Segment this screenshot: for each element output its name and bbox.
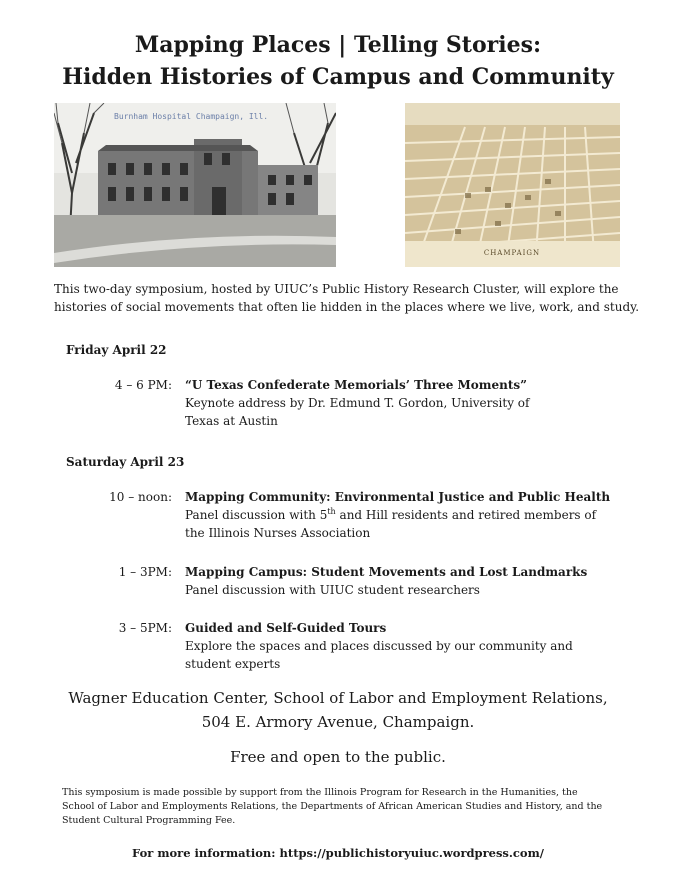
event-description-text: Panel discussion with 5 [185, 508, 328, 522]
hospital-illustration [54, 103, 336, 267]
map-caption: CHAMPAIGN [483, 249, 541, 257]
venue-line-2: 504 E. Armory Avenue, Champaign. [201, 713, 475, 731]
event-time: 3 – 5PM: [118, 621, 172, 635]
event-description: Keynote address by Dr. Edmund T. Gordon, University of [185, 396, 530, 410]
photo-caption: Burnham Hospital Champaign, Ill. [114, 112, 269, 121]
event-description: Explore the spaces and places discussed by our community and [185, 639, 573, 653]
venue-line-1: Wagner Education Center, School of Labor and Employment Relations, [68, 689, 608, 707]
page-title: Mapping Places | Telling Stories: [134, 32, 542, 58]
support-line-1: This symposium is made possible by support from the Illinois Program for Research in the Humanities, the [62, 787, 578, 798]
event-description-cont: the Illinois Nurses Association [185, 526, 371, 540]
admission-note: Free and open to the public. [230, 748, 446, 766]
intro-line-2: histories of social movements that often lie hidden in the places where we live, work, and study. [54, 300, 640, 314]
day-heading-friday: Friday April 22 [66, 343, 167, 357]
support-line-2: School of Labor and Employments Relations, the Departments of African American Studies and History, and the [62, 801, 603, 812]
event-mapping-community [185, 488, 615, 542]
event-title: Mapping Community: Environmental Justice and Public Health [185, 490, 611, 504]
more-info-link[interactable]: For more information: https://publichistoryuiuc.wordpress.com/ [132, 846, 544, 860]
event-description-cont: student experts [185, 657, 281, 671]
support-line-3: Student Cultural Programming Fee. [62, 815, 236, 826]
event-time: 4 – 6 PM: [114, 378, 172, 392]
event-title: “U Texas Confederate Memorials’ Three Moments” [185, 378, 528, 392]
event-description-text: and Hill residents and retired members of [335, 508, 597, 522]
map-illustration [405, 103, 620, 267]
event-description: Panel discussion with UIUC student researchers [185, 583, 480, 597]
page-subtitle: Hidden Histories of Campus and Community [62, 64, 614, 90]
event-title: Mapping Campus: Student Movements and Lost Landmarks [185, 565, 588, 579]
day-heading-saturday: Saturday April 23 [66, 455, 185, 469]
event-time: 1 – 3PM: [118, 565, 172, 579]
intro-line-1: This two-day symposium, hosted by UIUC’s Public History Research Cluster, will explore the [54, 282, 619, 296]
event-mapping-campus [185, 563, 615, 599]
intro-paragraph [54, 280, 654, 316]
event-description [185, 506, 615, 524]
event-friday-keynote [185, 376, 615, 430]
ordinal-suffix: th [327, 507, 336, 516]
event-description-cont: Texas at Austin [185, 414, 278, 428]
event-title: Guided and Self-Guided Tours [185, 621, 387, 635]
event-time: 10 – noon: [109, 490, 172, 504]
event-guided-tours [185, 619, 615, 673]
support-acknowledgement [62, 786, 622, 828]
champaign-birdseye-map [405, 103, 620, 267]
burnham-hospital-photo [54, 103, 336, 267]
